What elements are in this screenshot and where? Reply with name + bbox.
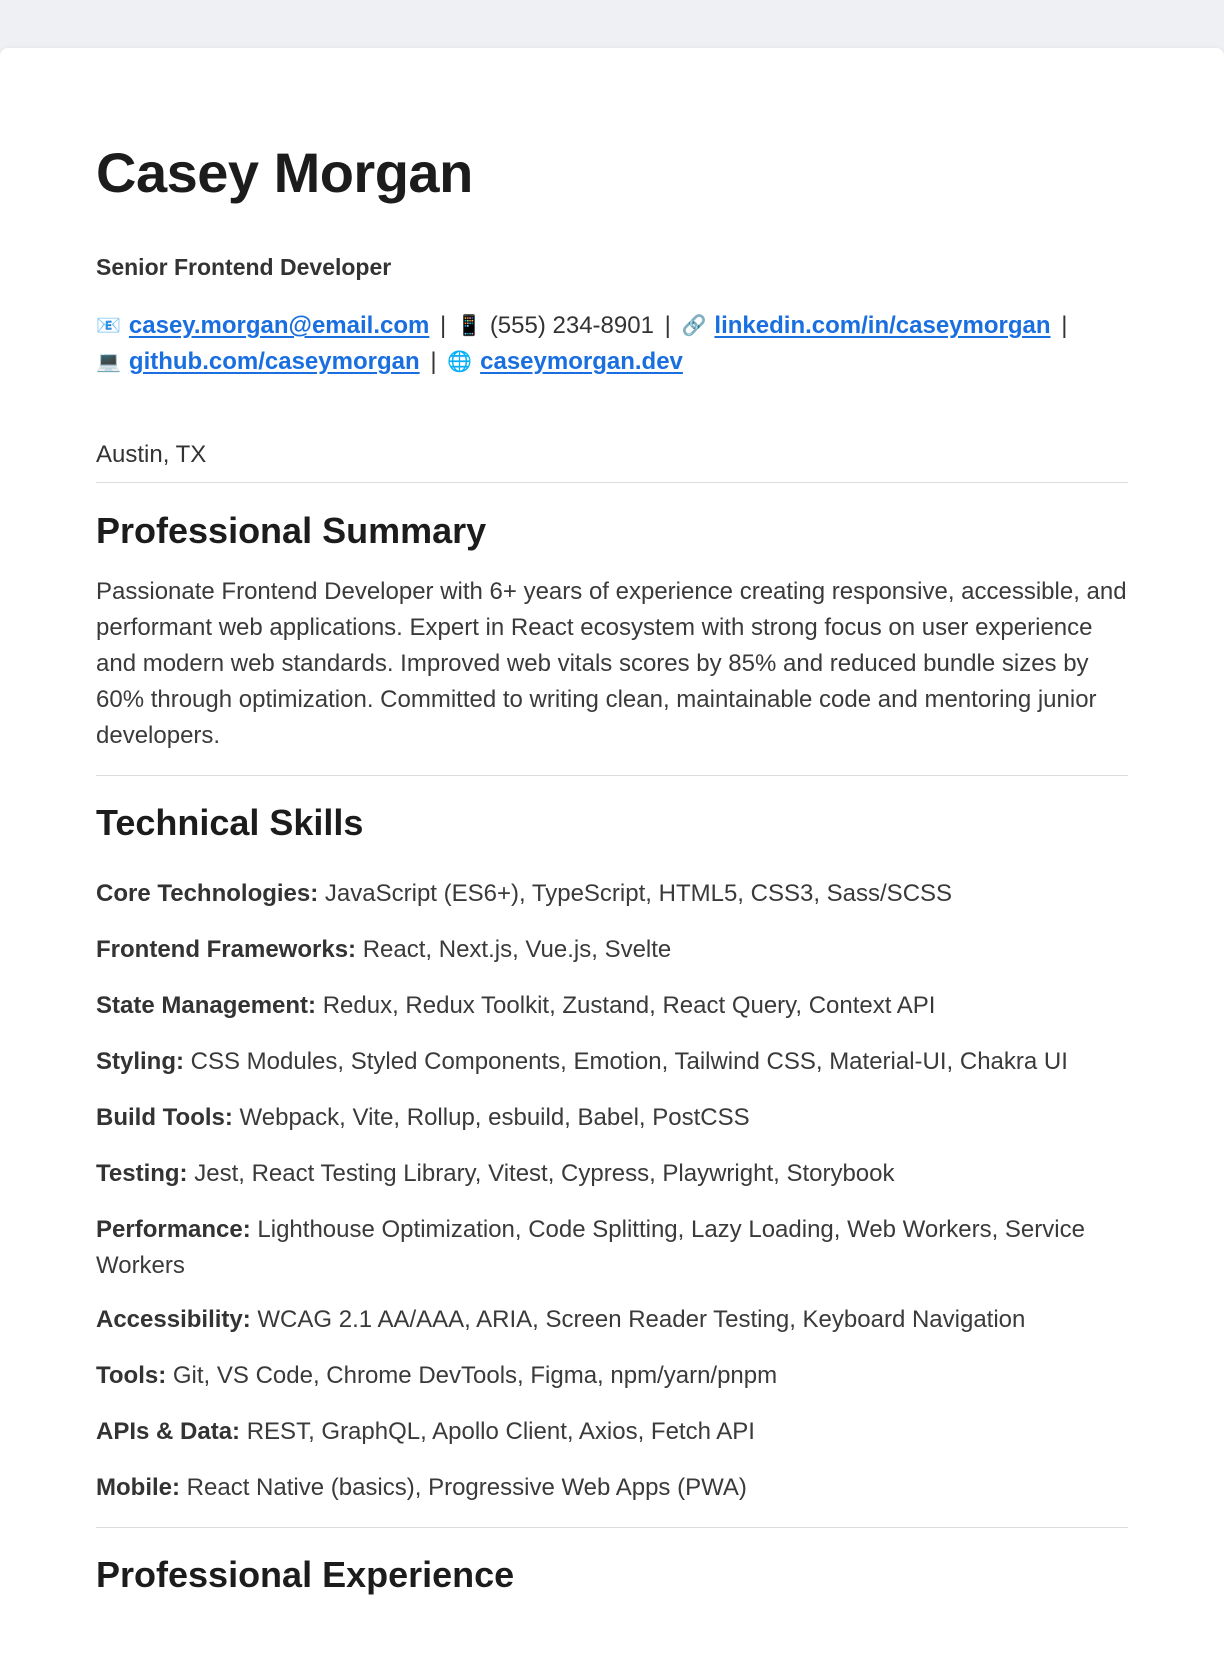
phone-icon: 📱 [456,315,482,337]
resume-page [0,48,1224,1680]
phone-number: (555) 234-8901 [489,312,654,339]
skill-row [96,1302,1128,1338]
skill-label: Core Technologies: [96,880,319,907]
summary-heading: Professional Summary [96,510,487,551]
skill-value: REST, GraphQL, Apollo Client, Axios, Fetch API [240,1418,755,1445]
skill-row [96,1358,1128,1394]
skill-label: Mobile: [96,1474,180,1501]
skill-row [96,1044,1128,1080]
skill-row [96,876,1128,912]
skill-row [96,1414,1128,1450]
website-link[interactable]: caseymorgan.dev [480,348,683,375]
skill-value: Webpack, Vite, Rollup, esbuild, Babel, PostCSS [232,1104,750,1131]
skill-label: Accessibility: [96,1306,251,1333]
skill-row [96,988,1128,1024]
skill-value: JavaScript (ES6+), TypeScript, HTML5, CSS3, Sass/SCSS [318,880,953,907]
skill-value: React, Next.js, Vue.js, Svelte [356,936,672,963]
email-icon: 📧 [96,315,121,337]
skill-label: State Management: [96,992,317,1019]
skill-row [96,932,1128,968]
contact-separator: | [1061,312,1068,339]
skill-value: Redux, Redux Toolkit, Zustand, React Query, Context API [316,992,936,1019]
skill-label: Frontend Frameworks: [96,936,357,963]
globe-icon: 🌐 [447,351,473,373]
section-divider [96,482,1128,483]
skill-value: Jest, React Testing Library, Vitest, Cypress, Playwright, Storybook [187,1160,895,1187]
skill-row [96,1100,1128,1136]
contact-separator: | [664,312,671,339]
contact-separator: | [440,312,447,339]
summary-text: Passionate Frontend Developer with 6+ years of experience creating responsive, accessible, and performant web applications. Expert in React ecosystem with strong focus on user experience and modern web standards. Improved web vitals scores by 85% and reduced bundle sizes by 60% through optimization. Committed to writing clean, maintainable code and mentoring junior developers. [96,578,1127,749]
skill-value: CSS Modules, Styled Components, Emotion, Tailwind CSS, Material-UI, Chakra UI [184,1048,1068,1075]
experience-heading: Professional Experience [96,1554,515,1595]
skill-label: Testing: [96,1160,188,1187]
skill-label: APIs & Data: [96,1418,241,1445]
skill-row [96,1470,1128,1506]
contact-separator: | [430,348,437,375]
skill-label: Performance: [96,1216,251,1243]
job-title: Senior Frontend Developer [96,254,392,280]
skill-label: Styling: [96,1048,184,1075]
candidate-name: Casey Morgan [96,141,473,204]
skills-heading: Technical Skills [96,802,364,843]
skill-row [96,1212,1128,1284]
contact-line [96,308,1128,380]
location: Austin, TX [96,441,207,468]
section-divider [96,1527,1128,1528]
skill-value: Git, VS Code, Chrome DevTools, Figma, npm/yarn/pnpm [166,1362,778,1389]
skill-value: WCAG 2.1 AA/AAA, ARIA, Screen Reader Testing, Keyboard Navigation [250,1306,1026,1333]
skill-label: Build Tools: [96,1104,233,1131]
skill-value: React Native (basics), Progressive Web Apps (PWA) [180,1474,747,1501]
email-link[interactable]: casey.morgan@email.com [128,312,430,339]
linkedin-link[interactable]: linkedin.com/in/caseymorgan [714,312,1051,339]
skill-value: Lighthouse Optimization, Code Splitting, Lazy Loading, Web Workers, Service Workers [96,1216,1085,1279]
link-icon: 🔗 [681,315,707,337]
github-link[interactable]: github.com/caseymorgan [128,348,420,375]
skill-row [96,1156,1128,1192]
laptop-icon: 💻 [96,351,121,373]
skill-label: Tools: [96,1362,167,1389]
section-divider [96,775,1128,776]
